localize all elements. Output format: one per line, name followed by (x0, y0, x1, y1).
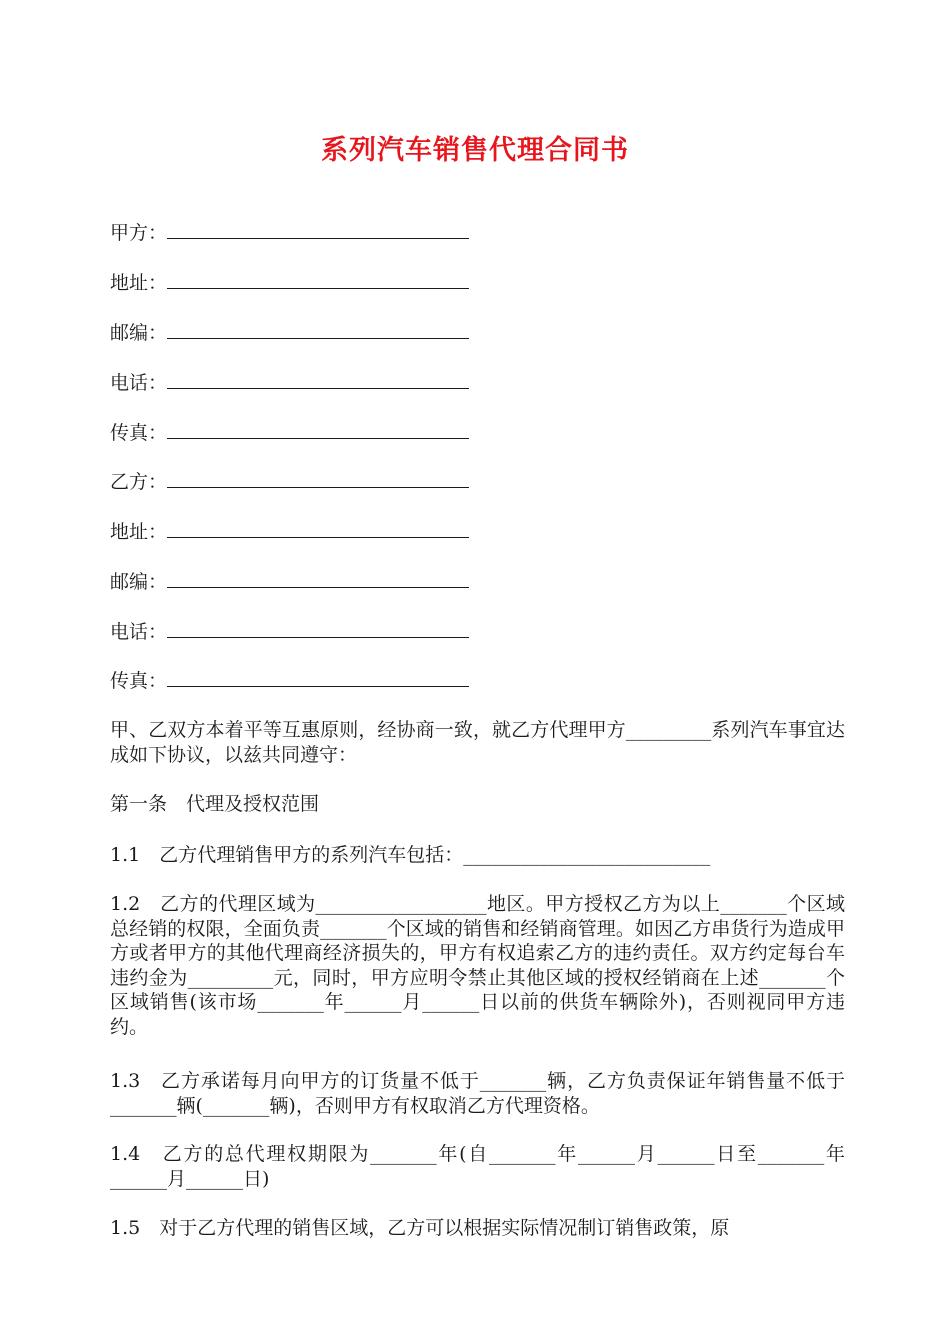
field-label: 地址： (110, 272, 168, 294)
field-label: 电话： (110, 621, 168, 643)
clause-1-2: 1.2 乙方的代理区域为__________________地区。甲方授权乙方为以上_______个区域总经销的权限，全面负责_______个区域的销售和经销商管理。如因乙方串货行为造成甲方或者甲方的其他代理商经济损失的，甲方有权追索乙方的违约责任。双方约定每台车违约金为_________元，同时，甲方应明令禁止其他区域的授权经销商在上述_______个区域销售(该市场_______年______月______日以前的供货车辆除外)，否则视同甲方违约。 (110, 893, 845, 1038)
field-label: 传真： (110, 422, 168, 444)
party-b-name-field (110, 467, 469, 495)
clause-1-4: 1.4 乙方的总代理权期限为_______年(自_______年______月______日至_______年______月______日) (110, 1143, 845, 1190)
field-label: 乙方： (110, 471, 168, 493)
party-a-postcode-field (110, 318, 469, 346)
field-label: 邮编： (110, 571, 168, 593)
fill-in-blank (167, 418, 469, 439)
field-label: 邮编： (110, 322, 168, 344)
field-label: 甲方： (110, 222, 168, 244)
party-a-phone-field (110, 368, 469, 396)
party-a-address-field (110, 268, 469, 296)
field-label: 电话： (110, 372, 168, 394)
fill-in-blank (167, 567, 469, 588)
document-title: 系列汽车销售代理合同书 (321, 135, 629, 166)
fill-in-blank (167, 368, 469, 389)
party-b-fax-field (110, 666, 469, 694)
party-b-phone-field (110, 617, 469, 645)
clause-1-5: 1.5 对于乙方代理的销售区域，乙方可以根据实际情况制订销售政策，原 (110, 1217, 730, 1239)
fill-in-blank (167, 467, 469, 488)
preamble-paragraph: 甲、乙双方本着平等互惠原则，经协商一致，就乙方代理甲方_________系列汽车事宜达成如下协议，以兹共同遵守： (110, 719, 845, 766)
article-1-heading: 第一条 代理及授权范围 (110, 793, 320, 815)
field-label: 传真： (110, 670, 168, 692)
fill-in-blank (167, 617, 469, 638)
party-a-name-field (110, 218, 469, 246)
fill-in-blank (167, 517, 469, 538)
fill-in-blank (167, 218, 469, 239)
clause-1-3: 1.3 乙方承诺每月向甲方的订货量不低于_______辆，乙方负责保证年销售量不低于_______辆(_______辆)，否则甲方有权取消乙方代理资格。 (110, 1070, 845, 1117)
field-label: 地址： (110, 521, 168, 543)
party-a-fax-field (110, 418, 469, 446)
party-b-postcode-field (110, 567, 469, 595)
clause-1-1: 1.1 乙方代理销售甲方的系列汽车包括：__________________________ (110, 844, 711, 866)
party-b-address-field (110, 517, 469, 545)
fill-in-blank (167, 268, 469, 289)
fill-in-blank (167, 666, 469, 687)
fill-in-blank (167, 318, 469, 339)
